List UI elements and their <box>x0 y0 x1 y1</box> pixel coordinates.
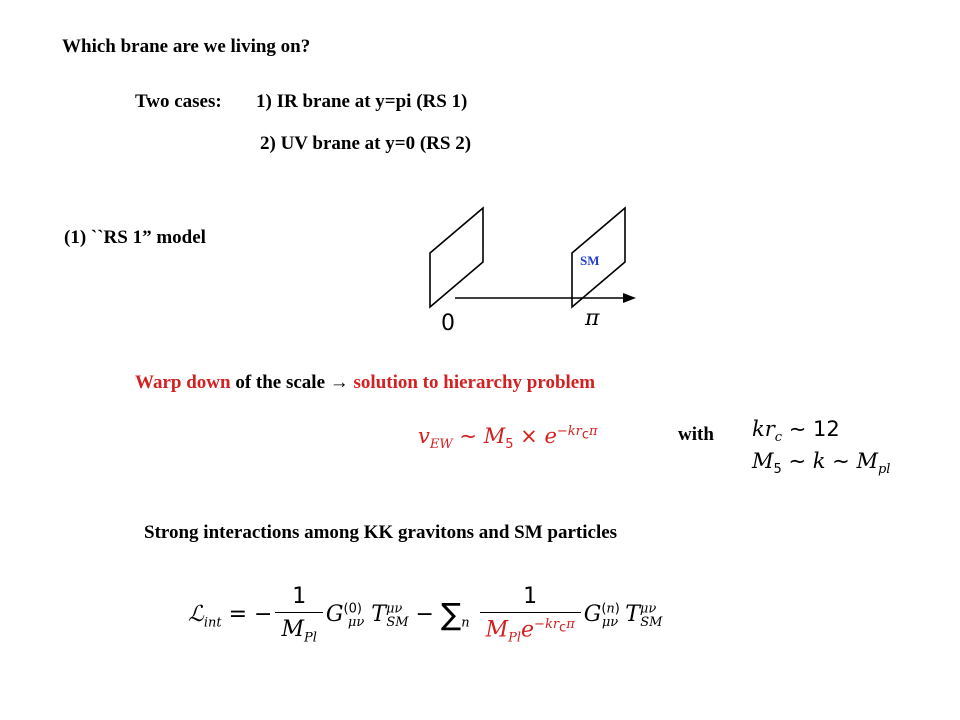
right-arrow-icon: → <box>329 372 349 393</box>
sm-label: SM <box>580 253 600 268</box>
warp-statement <box>135 372 595 394</box>
pi-label: π <box>585 306 600 331</box>
axis-arrowhead <box>623 293 636 303</box>
page-title: Which brane are we living on? <box>62 36 311 57</box>
cases-label: Two cases: <box>135 91 222 112</box>
vew-equation: $v_{EW}$ ∼ $M_5 \times e^{-kr_c\pi}$ <box>418 424 598 453</box>
solution-text: solution to hierarchy problem <box>353 372 596 393</box>
scale-text: of the scale <box>230 372 330 393</box>
rs1-model-label: (1) ``RS 1” model <box>64 227 206 248</box>
lagrangian-equation: ℒ$_{int}$ = − $\frac{1}{M_{Pl}}$ $G^{(0)}_{\mu\nu}$ $T^{\mu\nu}_{SM} - \sum_n$ $\frac{1}{M_{Pl}e^{-kr_c\pi}}$ $G^{(n)}_{\mu\nu}$ $T^{\mu\nu}_{SM}$ <box>188 584 663 646</box>
brane-zero <box>430 208 483 307</box>
case-1: 1) IR brane at y=pi (RS 1) <box>256 91 468 112</box>
case-2: 2) UV brane at y=0 (RS 2) <box>260 133 472 154</box>
mass-relation-equation: $M_5$ ∼ k ∼ $M_{pl}$ <box>752 449 891 478</box>
warp-down-text: Warp down <box>135 372 231 393</box>
zero-label: 0 <box>441 311 455 336</box>
strong-interactions-text: Strong interactions among KK gravitons and SM particles <box>144 522 618 543</box>
with-label: with <box>678 424 714 445</box>
krc-equation: $kr_c$ ∼ 12 <box>752 417 840 446</box>
